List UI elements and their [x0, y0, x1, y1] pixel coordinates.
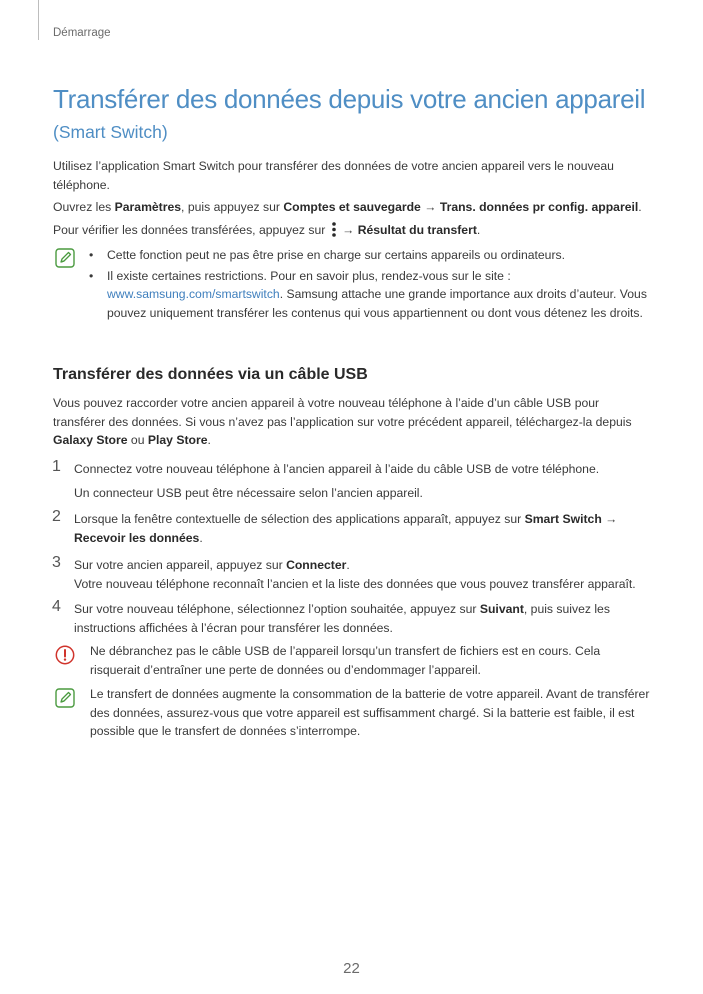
more-options-icon: [330, 222, 338, 237]
arrow: →: [338, 223, 358, 237]
text: , puis appuyez sur: [181, 200, 284, 214]
text: .: [476, 223, 481, 237]
text: .: [346, 558, 350, 572]
note-icon: [55, 688, 75, 708]
smart-switch-label: Smart Switch: [524, 512, 602, 526]
step-number: 4: [52, 598, 61, 615]
text: Il existe certaines restrictions. Pour en savoir plus, rendez-vous sur le site :: [107, 268, 511, 283]
page-title: Transférer des données depuis votre ancien appareil: [53, 84, 646, 114]
page-subtitle: (Smart Switch): [53, 122, 168, 142]
usb-intro-paragraph: [53, 394, 653, 450]
step-number: 2: [52, 508, 61, 525]
step-1-subtext: Un connecteur USB peut être nécessaire selon l’ancien appareil.: [74, 486, 423, 500]
text: Vous pouvez raccorder votre ancien appareil à votre nouveau téléphone à l’aide d’un câble USB pour transférer des données. Si vous n’avez pas l’application sur votre précédent appareil, téléchargez-la depuis: [53, 396, 632, 429]
arrow: →: [420, 200, 440, 214]
text: . Samsung attache une grande importance aux droits d’auteur. Vous pouvez uniquement transférer les contenus qui vous appartiennent ou dont vous détenez les droits.: [107, 287, 647, 320]
galaxy-store-label: Galaxy Store: [53, 433, 128, 447]
warning-text: Ne débranchez pas le câble USB de l’appareil lorsqu’un transfert de fichiers est en cours. Cela risquerait d’entraîner une perte de données ou d’endommager l’appareil.: [90, 644, 601, 677]
receive-data-label: Recevoir les données: [74, 530, 200, 545]
note-icon: [55, 248, 75, 268]
page-number: 22: [343, 960, 360, 977]
text: Sur votre ancien appareil, appuyez sur: [74, 558, 287, 572]
step-3-subtext: Votre nouveau téléphone reconnaît l’ancien et la liste des données que vous pouvez transférer apparaît.: [74, 577, 636, 591]
text: , puis suivez les instructions affichées à l’écran pour transférer les données.: [74, 602, 610, 635]
text: .: [207, 433, 211, 447]
transfer-result-label: Résultat du transfert: [357, 223, 477, 237]
text: Sur votre nouveau téléphone, sélectionnez l’option souhaitée, appuyez sur: [74, 602, 480, 616]
section-label: Démarrage: [53, 27, 111, 39]
text: ou: [127, 433, 148, 447]
notes-list: [89, 246, 654, 324]
step-2-text: [74, 510, 654, 547]
text: Ouvrez les: [53, 200, 115, 214]
smartswitch-link[interactable]: www.samsung.com/smartswitch: [107, 287, 280, 301]
intro-paragraph: Utilisez l’application Smart Switch pour transférer des données de votre ancien appareil vers le nouveau téléphone.: [53, 159, 614, 192]
step-4-text: [74, 600, 654, 637]
text: Pour vérifier les données transférées, appuyez sur: [53, 223, 329, 237]
connect-label: Connecter: [286, 558, 347, 572]
text: .: [638, 200, 642, 214]
verify-paragraph: [53, 221, 653, 240]
text: Cette fonction peut ne pas être prise en charge sur certains appareils ou ordinateurs.: [107, 248, 565, 262]
transfer-config-label: Trans. données pr config. appareil: [439, 200, 639, 214]
step-number: 1: [52, 458, 61, 475]
list-item: [89, 246, 654, 265]
settings-label: Paramètres: [114, 200, 182, 214]
next-label: Suivant: [479, 602, 524, 616]
accounts-backup-label: Comptes et sauvegarde: [283, 200, 421, 214]
arrow: →: [601, 512, 618, 526]
step-3-text: [74, 556, 654, 575]
note-text: Le transfert de données augmente la consommation de la batterie de votre appareil. Avant de transférer des données, assurez-vous que votre appareil est suffisamment chargé. Si la batterie est faible, il est possible que le transfert de données s’interrompe.: [90, 687, 650, 738]
step-number: 3: [52, 554, 61, 571]
usb-section-heading: Transférer des données via un câble USB: [53, 366, 368, 383]
text: Lorsque la fenêtre contextuelle de sélection des applications apparaît, appuyez sur: [74, 512, 525, 526]
warning-icon: [55, 645, 75, 665]
header-rule: [38, 0, 39, 40]
open-settings-paragraph: [53, 198, 653, 217]
step-1-text: Connectez votre nouveau téléphone à l’ancien appareil à l’aide du câble USB de votre téléphone.: [74, 462, 600, 476]
list-item: [89, 267, 654, 323]
play-store-label: Play Store: [147, 433, 208, 447]
text: .: [199, 530, 203, 545]
